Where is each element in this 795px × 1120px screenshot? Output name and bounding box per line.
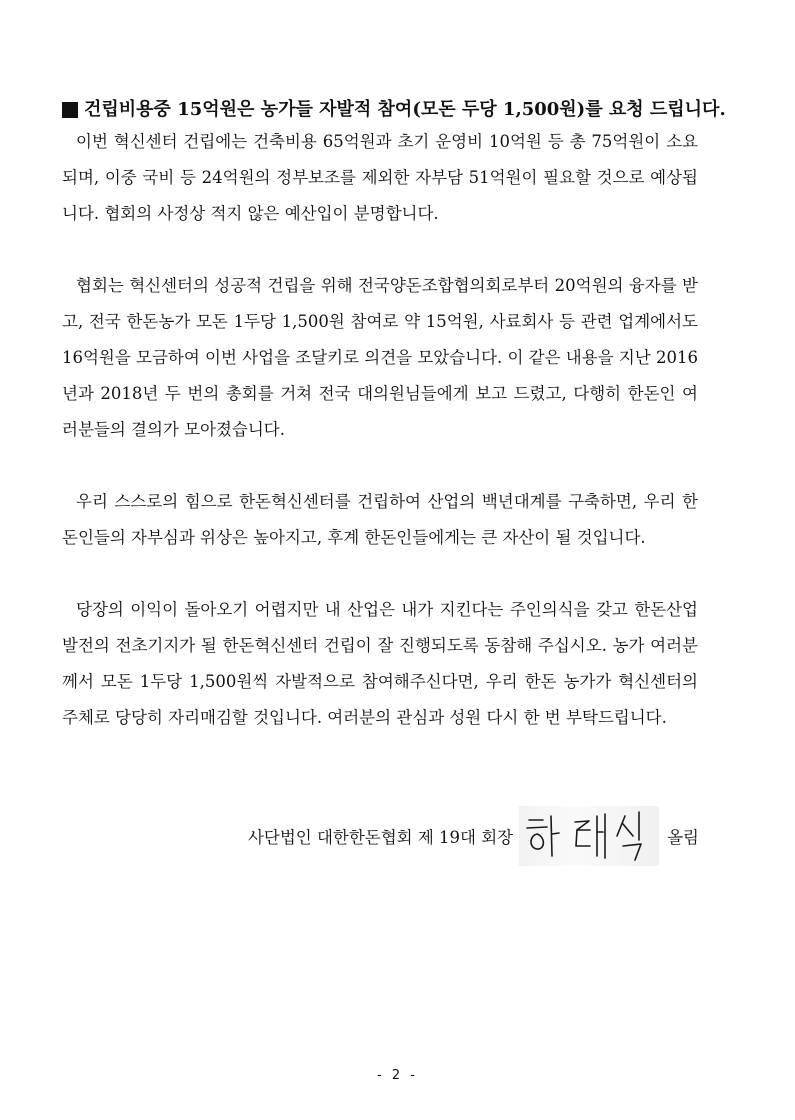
signer-closing: 올림 (667, 828, 699, 847)
document-body (62, 96, 726, 736)
square-bullet-icon (62, 102, 78, 118)
section-heading (62, 96, 726, 124)
page-number: - 2 - (377, 1068, 418, 1083)
signer-title: 사단법인 대한한돈협회 제 19대 회장 (247, 828, 514, 847)
handwritten-signature (519, 806, 659, 866)
section-heading-text: 건립비용중 15억원은 농가들 자발적 참여(모돈 두당 1,500원)를 요청 드립니다. (84, 99, 726, 120)
paragraph-4: 당장의 이익이 돌아오기 어렵지만 내 산업은 내가 지킨다는 주인의식을 갖고 한돈산업 발전의 전초기지가 될 한돈혁신센터 건립이 잘 진행되도록 동참해 주십시오. 농가 여러분께서 모돈 1두당 1,500원씩 자발적으로 참여해주신다면, 우리 한돈 농가가 혁신센터의 주체로 당당히 자리매김할 것입니다. 여러분의 관심과 성원 다시 한 번 부탁드립니다. (62, 600, 698, 727)
paragraph-3: 우리 스스로의 힘으로 한돈혁신센터를 건립하여 산업의 백년대계를 구축하면, 우리 한돈인들의 자부심과 위상은 높아지고, 후계 한돈인들에게는 큰 자산이 될 것입니다. (62, 492, 698, 547)
paragraph-spacer (62, 556, 698, 592)
paragraph-1: 이번 혁신센터 건립에는 건축비용 65억원과 초기 운영비 10억원 등 총 75억원이 소요되며, 이중 국비 등 24억원의 정부보조를 제외한 자부담 51억원이 필요할 것으로 예상됩니다. 협회의 사정상 적지 않은 예산입이 분명합니다. (62, 132, 698, 223)
signature-drawing (519, 806, 659, 866)
signature-line (248, 806, 699, 866)
paragraph-spacer (62, 232, 698, 268)
paragraph-spacer (62, 448, 698, 484)
paragraph-2: 협회는 혁신센터의 성공적 건립을 위해 전국양돈조합협의회로부터 20억원의 융자를 받고, 전국 한돈농가 모돈 1두당 1,500원 참여로 약 15억원, 사료회사 등 관련 업계에서도 16억원을 모금하여 이번 사업을 조달키로 의견을 모았습니다. 이 같은 내용을 지난 2016년과 2018년 두 번의 총회를 거쳐 전국 대의원님들에게 보고 드렸고, 다행히 한돈인 여러분들의 결의가 모아졌습니다. (62, 276, 698, 439)
